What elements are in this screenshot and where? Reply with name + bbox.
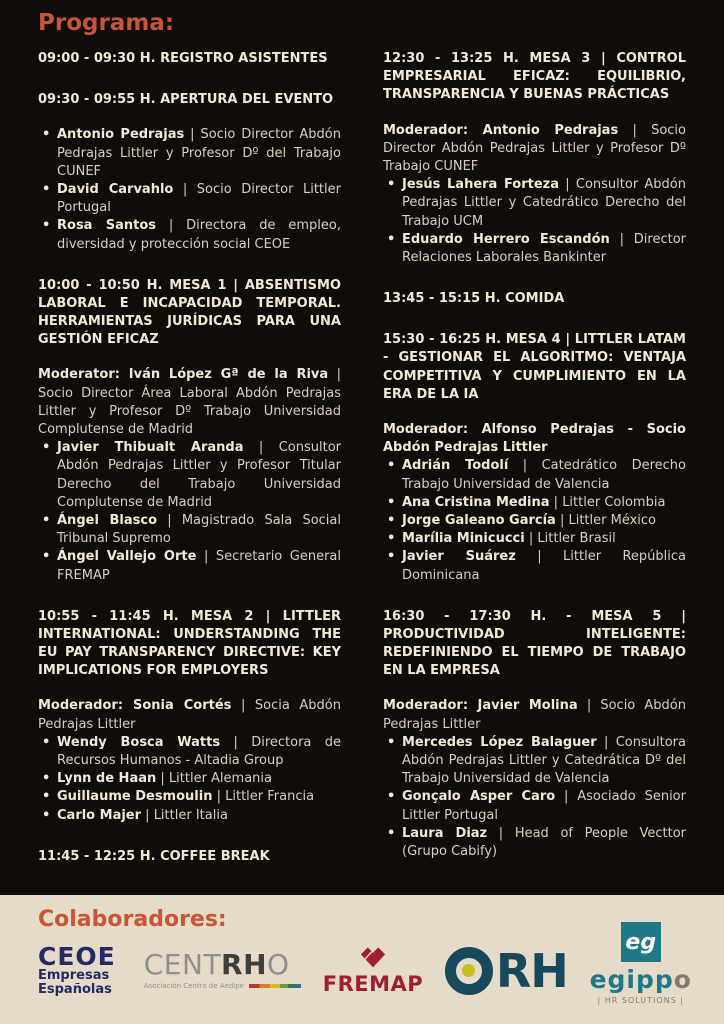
speaker-item	[38, 734, 341, 770]
speaker-role: Littler Brasil	[537, 531, 616, 547]
session-block	[38, 608, 341, 825]
session-heading: 10:00 - 10:50 H. MESA 1 | ABSENTISMO LABORAL E INCAPACIDAD TEMPORAL. HERRAMIENTAS JURÍDICAS PARA UNA GESTIÓN EFICAZ	[38, 277, 341, 348]
session-heading: 15:30 - 16:25 H. MESA 4 | LITTLER LATAM - GESTIONAR EL ALGORITMO: VENTAJA COMPETITIVA Y CUMPLIMIENTO EN LA ERA DE LA IA	[383, 332, 686, 402]
separator: |	[515, 549, 564, 565]
speaker-role: Head of People Vecttor (Grupo Cabify)	[402, 825, 686, 859]
moderator-name: Moderador: Sonia Cortés	[38, 698, 232, 714]
speaker-name: Carlo Majer	[57, 807, 142, 823]
speaker-item	[38, 807, 341, 825]
orh-target-icon	[445, 947, 493, 995]
orh-logo	[445, 943, 568, 998]
speaker-item	[383, 176, 686, 231]
moderator-line	[383, 697, 686, 733]
centrho-tagline: Asociación Centro de Aedipe	[143, 982, 244, 990]
fremap-heart-icon	[358, 945, 388, 973]
moderator-name: Moderator: Iván López Gª de la Riva	[38, 367, 329, 383]
moderator-role: Socia Abdón Pedrajas Littler	[38, 698, 341, 732]
separator: |	[156, 771, 169, 787]
speaker-role: Littler México	[568, 512, 657, 528]
separator: |	[156, 218, 187, 234]
centrho-wordmark	[143, 948, 301, 981]
speaker-item	[38, 126, 341, 181]
speaker-role: Littler República Dominicana	[402, 549, 686, 583]
speaker-role: Catedrático Derecho Trabajo Universidad de Valencia	[402, 458, 686, 492]
speaker-name: Jesús Lahera Forteza	[402, 177, 560, 193]
collaborators-title: Colaboradores:	[38, 907, 227, 932]
separator: |	[609, 231, 634, 247]
speaker-list	[383, 734, 686, 861]
speaker-role: Asociado Senior Littler Portugal	[402, 789, 686, 823]
speaker-name: Eduardo Herrero Escandón	[402, 231, 610, 247]
speaker-name: Mercedes López Balaguer	[402, 734, 597, 750]
moderator-role: Socio Abdón Pedrajas Littler	[383, 698, 686, 732]
session-heading: 13:45 - 15:15 H. COMIDA	[383, 291, 565, 307]
speaker-item	[38, 217, 341, 253]
speaker-item	[38, 512, 341, 548]
speaker-role: Consultor Abdón Pedrajas Littler y Catedrático Derecho del Trabajo UCM	[402, 177, 686, 229]
session-block	[38, 277, 341, 585]
centrho-o-text: O	[267, 948, 290, 981]
speaker-item	[383, 494, 686, 512]
moderator-line	[383, 421, 686, 457]
moderator-line	[383, 122, 686, 177]
separator: |	[328, 367, 341, 383]
session-block	[383, 290, 686, 308]
speaker-item	[383, 734, 686, 789]
centrho-rh-text: RH	[221, 948, 268, 981]
speaker-item	[383, 231, 686, 267]
separator: |	[212, 789, 226, 805]
orh-wordmark: RH	[495, 943, 568, 998]
separator: |	[243, 440, 279, 456]
speaker-list	[383, 457, 686, 584]
speaker-name: David Carvahlo	[57, 181, 174, 197]
separator: |	[524, 531, 538, 547]
egippo-wordmark	[590, 967, 692, 992]
moderator-line	[38, 366, 341, 439]
speaker-role: Director Relaciones Laborales Bankinter	[402, 231, 686, 265]
speaker-item	[383, 548, 686, 584]
session-block	[383, 331, 686, 584]
separator: |	[555, 512, 569, 528]
separator: |	[487, 825, 515, 841]
separator: |	[157, 512, 182, 528]
speaker-role: Consultora Abdón Pedrajas Littler y Catedrática Dº del Trabajo Universidad de Valencia	[402, 734, 686, 787]
separator: |	[184, 127, 201, 143]
program-column-right	[383, 50, 686, 866]
speaker-role: Littler Italia	[153, 807, 228, 823]
speaker-role: Directora de Recursos Humanos - Altadia Group	[57, 734, 341, 768]
separator: |	[220, 734, 252, 750]
speaker-item	[38, 439, 341, 512]
separator: |	[555, 789, 578, 805]
collaborator-logos-row	[38, 929, 692, 1005]
speaker-name: Javier Suárez	[402, 549, 516, 565]
session-block	[38, 91, 341, 254]
fremap-wordmark: FREMAP	[322, 971, 424, 996]
moderator-role: Socio Director Área Laboral Abdón Pedrajas Littler y Profesor Dº Trabajo Universidad Complutense de Madrid	[38, 385, 341, 437]
speaker-name: Jorge Galeano García	[402, 512, 556, 528]
separator: |	[196, 549, 216, 565]
speaker-name: Marília Minicucci	[402, 531, 525, 547]
speaker-name: Ana Cristina Medina	[402, 494, 550, 510]
speaker-role: Socio Director Littler Portugal	[57, 181, 341, 216]
session-block	[383, 608, 686, 861]
egippo-text-teal: egipp	[589, 965, 674, 994]
session-block	[383, 50, 686, 267]
session-block	[38, 50, 341, 68]
speaker-name: Rosa Santos	[57, 218, 157, 234]
ceoe-logo	[38, 941, 122, 997]
speaker-item	[38, 770, 341, 788]
orh-dot-icon	[462, 964, 475, 977]
speaker-name: Guillaume Desmoulin	[57, 789, 213, 805]
speaker-name: Ángel Blasco	[57, 512, 158, 528]
centrho-logo	[143, 948, 301, 990]
speaker-role: Littler Alemania	[168, 771, 272, 787]
speaker-item	[38, 181, 341, 217]
ceoe-tagline: Empresas Españolas	[38, 967, 112, 997]
speaker-role: Magistrado Sala Social Tribunal Supremo	[57, 512, 341, 547]
speaker-item	[383, 512, 686, 530]
egippo-square-icon	[621, 922, 661, 962]
egippo-tagline: | HR SOLUTIONS |	[597, 996, 685, 1005]
moderator-role: Socio Director Abdón Pedrajas Littler y Profesor Dº Trabajo CUNEF	[383, 122, 686, 174]
speaker-role: Secretario General FREMAP	[57, 549, 341, 583]
speaker-item	[383, 457, 686, 493]
collaborators-section	[0, 895, 724, 1024]
speaker-role: Littler Colombia	[562, 494, 666, 510]
speaker-name: Javier Thibualt Aranda	[57, 440, 244, 456]
speaker-list	[38, 126, 341, 253]
speaker-name: Antonio Pedrajas	[57, 127, 185, 143]
speaker-role: Consultor Abdón Pedrajas Littler y Profesor Titular Derecho del Trabajo Universidad Complutense de Madrid	[57, 440, 341, 510]
separator: |	[596, 734, 616, 750]
egippo-logo	[590, 922, 692, 1005]
fremap-logo	[323, 945, 423, 996]
separator: |	[577, 698, 601, 714]
speaker-role: Littler Francia	[225, 789, 315, 805]
speaker-item	[383, 530, 686, 548]
speaker-name: Laura Diaz	[402, 825, 488, 841]
moderator-line	[38, 697, 341, 733]
speaker-name: Ángel Vallejo Orte	[57, 549, 197, 565]
speaker-role: Directora de empleo, diversidad y protección social CEOE	[57, 218, 341, 252]
program-column-left	[38, 50, 341, 866]
speaker-name: Adrián Todolí	[402, 458, 509, 474]
session-heading: 16:30 - 17:30 H. - MESA 5 | PRODUCTIVIDAD INTELIGENTE: REDEFINIENDO EL TIEMPO DE TRABAJO EN LA EMPRESA	[383, 608, 686, 679]
speaker-role: Socio Director Abdón Pedrajas Littler y Profesor Dº del Trabajo CUNEF	[57, 127, 341, 179]
speaker-list	[383, 176, 686, 267]
speaker-name: Wendy Bosca Watts	[57, 734, 221, 750]
session-heading: 09:00 - 09:30 H. REGISTRO ASISTENTES	[38, 51, 328, 66]
speaker-item	[383, 788, 686, 824]
rainbow-bar-icon	[249, 984, 301, 988]
centrho-subrow	[144, 982, 301, 990]
moderator-name: Moderador: Javier Molina	[383, 698, 578, 714]
speaker-list	[38, 439, 341, 585]
page-title: Programa:	[38, 10, 175, 36]
speaker-item	[38, 788, 341, 806]
session-heading: 09:30 - 09:55 H. APERTURA DEL EVENTO	[38, 92, 334, 108]
egippo-eg-text: eg	[625, 929, 657, 955]
session-heading: 10:55 - 11:45 H. MESA 2 | LITTLER INTERNATIONAL: UNDERSTANDING THE EU PAY TRANSPARENCY DIRECTIVE: KEY IMPLICATIONS FOR EMPLOYERS	[38, 608, 341, 679]
session-heading: 12:30 - 13:25 H. MESA 3 | CONTROL EMPRESARIAL EFICAZ: EQUILIBRIO, TRANSPARENCIA Y BUENAS PRÁCTICAS	[383, 51, 686, 103]
separator: |	[231, 698, 255, 714]
separator: |	[559, 177, 576, 193]
speaker-name: Lynn de Haan	[57, 771, 157, 787]
speaker-list	[38, 734, 341, 825]
ceoe-wordmark: CEOE	[38, 941, 116, 971]
separator: |	[618, 122, 652, 138]
moderator-name: Moderador: Antonio Pedrajas	[383, 122, 619, 138]
speaker-item	[383, 825, 686, 861]
speaker-item	[38, 548, 341, 584]
centrho-cent-text: CENT	[143, 948, 222, 981]
egippo-text-gray: o	[673, 965, 692, 994]
separator: |	[141, 807, 154, 823]
session-block	[38, 848, 341, 866]
session-heading: 11:45 - 12:25 H. COFFEE BREAK	[38, 848, 270, 864]
moderator-name: Moderador: Alfonso Pedrajas - Socio Abdón Pedrajas Littler	[383, 422, 686, 456]
speaker-name: Gonçalo Asper Caro	[402, 789, 556, 805]
program-columns	[38, 50, 686, 866]
separator: |	[508, 458, 542, 474]
separator: |	[173, 181, 197, 197]
separator: |	[549, 494, 563, 510]
